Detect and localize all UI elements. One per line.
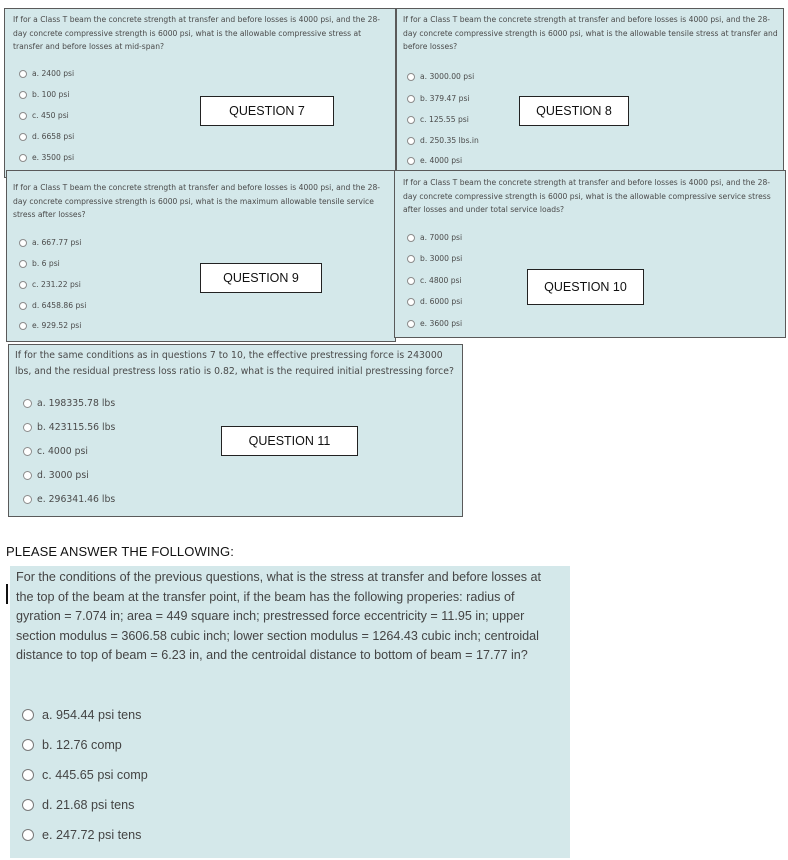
radio-icon[interactable] bbox=[23, 471, 32, 480]
question-7-option-c[interactable]: c. 450 psi bbox=[19, 111, 69, 120]
radio-icon[interactable] bbox=[407, 116, 415, 124]
question-9-option-e[interactable]: e. 929.52 psi bbox=[19, 321, 81, 330]
final-option-e[interactable]: e. 247.72 psi tens bbox=[22, 828, 141, 842]
question-8-option-b[interactable]: b. 379.47 psi bbox=[407, 94, 470, 103]
final-question-panel bbox=[10, 566, 570, 858]
text-cursor bbox=[6, 584, 8, 604]
question-11-text: If for the same conditions as in questions 7 to 10, the effective prestressing force is 243000 lbs, and the residual prestress loss ratio is 0.82, what is the required initial prestressing force? bbox=[15, 350, 454, 377]
radio-icon[interactable] bbox=[407, 277, 415, 285]
radio-icon[interactable] bbox=[22, 739, 34, 751]
radio-icon[interactable] bbox=[22, 709, 34, 721]
question-11-option-d[interactable]: d. 3000 psi bbox=[23, 470, 89, 481]
question-9-option-a[interactable]: a. 667.77 psi bbox=[19, 238, 81, 247]
radio-icon[interactable] bbox=[23, 423, 32, 432]
radio-icon[interactable] bbox=[19, 133, 27, 141]
radio-icon[interactable] bbox=[407, 137, 415, 145]
question-7-option-b[interactable]: b. 100 psi bbox=[19, 90, 69, 99]
question-9-option-b[interactable]: b. 6 psi bbox=[19, 259, 60, 268]
radio-icon[interactable] bbox=[23, 495, 32, 504]
question-8-option-d[interactable]: d. 250.35 lbs.in bbox=[407, 136, 479, 145]
radio-icon[interactable] bbox=[19, 239, 27, 247]
question-8-option-a[interactable]: a. 3000.00 psi bbox=[407, 72, 474, 81]
question-8-text: If for a Class T beam the concrete strength at transfer and before losses is 4000 psi, and the 28-day concrete compressive strength is 6000 psi, what is the allowable tensile stress at transfer and before losses? bbox=[403, 15, 778, 51]
question-9-option-d[interactable]: d. 6458.86 psi bbox=[19, 301, 86, 310]
question-7-option-e[interactable]: e. 3500 psi bbox=[19, 153, 74, 162]
question-9-label: QUESTION 9 bbox=[200, 263, 322, 293]
radio-icon[interactable] bbox=[19, 260, 27, 268]
question-10-option-d[interactable]: d. 6000 psi bbox=[407, 297, 462, 306]
final-question-text: For the conditions of the previous questions, what is the stress at transfer and before losses at the top of the beam at the transfer point, if the beam has the following properies: radius of gyration = 7.074 in; area = 449 square inch; prestressed force eccentricity = 11.95 in; upper section modulus = 3606.58 cubic inch; lower section modulus = 1264.43 cubic inch; centroidal distance to top of beam = 6.23 in, and the centroidal distance to bottom of beam = 17.77 in? bbox=[16, 570, 542, 663]
final-option-d[interactable]: d. 21.68 psi tens bbox=[22, 798, 134, 812]
radio-icon[interactable] bbox=[407, 320, 415, 328]
radio-icon[interactable] bbox=[19, 91, 27, 99]
question-11-label: QUESTION 11 bbox=[221, 426, 358, 456]
radio-icon[interactable] bbox=[19, 112, 27, 120]
radio-icon[interactable] bbox=[407, 73, 415, 81]
question-8-label: QUESTION 8 bbox=[519, 96, 629, 126]
question-9-text: If for a Class T beam the concrete strength at transfer and before losses is 4000 psi, and the 28-day concrete compressive strength is 6000 psi, what is the maximum allowable tensile service stress after losses? bbox=[13, 183, 381, 219]
question-7-panel bbox=[4, 8, 396, 178]
final-option-b[interactable]: b. 12.76 comp bbox=[22, 738, 122, 752]
section-heading: PLEASE ANSWER THE FOLLOWING: bbox=[6, 544, 234, 559]
final-option-c[interactable]: c. 445.65 psi comp bbox=[22, 768, 148, 782]
question-11-option-e[interactable]: e. 296341.46 lbs bbox=[23, 494, 115, 505]
question-10-option-b[interactable]: b. 3000 psi bbox=[407, 254, 462, 263]
radio-icon[interactable] bbox=[19, 70, 27, 78]
question-11-option-b[interactable]: b. 423115.56 lbs bbox=[23, 422, 115, 433]
radio-icon[interactable] bbox=[407, 234, 415, 242]
question-10-text: If for a Class T beam the concrete strength at transfer and before losses is 4000 psi, and the 28-day concrete compressive strength is 6000 psi, what is the allowable compressive service stress after losses and under total service loads? bbox=[403, 178, 771, 214]
question-7-text: If for a Class T beam the concrete strength at transfer and before losses is 4000 psi, and the 28-day concrete compressive strength is 6000 psi, what is the allowable compressive stress at transfer and before losses at mid-span? bbox=[13, 15, 381, 51]
question-8-panel bbox=[396, 8, 784, 172]
radio-icon[interactable] bbox=[19, 322, 27, 330]
radio-icon[interactable] bbox=[407, 95, 415, 103]
question-9-panel bbox=[6, 170, 396, 342]
radio-icon[interactable] bbox=[22, 799, 34, 811]
question-10-option-a[interactable]: a. 7000 psi bbox=[407, 233, 462, 242]
question-10-label: QUESTION 10 bbox=[527, 269, 644, 305]
radio-icon[interactable] bbox=[23, 447, 32, 456]
radio-icon[interactable] bbox=[407, 298, 415, 306]
question-11-option-a[interactable]: a. 198335.78 lbs bbox=[23, 398, 115, 409]
radio-icon[interactable] bbox=[407, 157, 415, 165]
radio-icon[interactable] bbox=[22, 769, 34, 781]
question-8-option-c[interactable]: c. 125.55 psi bbox=[407, 115, 469, 124]
question-8-option-e[interactable]: e. 4000 psi bbox=[407, 156, 462, 165]
question-10-panel bbox=[394, 170, 786, 338]
radio-icon[interactable] bbox=[19, 302, 27, 310]
question-9-option-c[interactable]: c. 231.22 psi bbox=[19, 280, 81, 289]
question-7-label: QUESTION 7 bbox=[200, 96, 334, 126]
question-7-option-a[interactable]: a. 2400 psi bbox=[19, 69, 74, 78]
question-7-option-d[interactable]: d. 6658 psi bbox=[19, 132, 74, 141]
radio-icon[interactable] bbox=[407, 255, 415, 263]
radio-icon[interactable] bbox=[19, 154, 27, 162]
radio-icon[interactable] bbox=[22, 829, 34, 841]
question-10-option-e[interactable]: e. 3600 psi bbox=[407, 319, 462, 328]
question-10-option-c[interactable]: c. 4800 psi bbox=[407, 276, 462, 285]
question-11-option-c[interactable]: c. 4000 psi bbox=[23, 446, 88, 457]
radio-icon[interactable] bbox=[23, 399, 32, 408]
final-option-a[interactable]: a. 954.44 psi tens bbox=[22, 708, 141, 722]
radio-icon[interactable] bbox=[19, 281, 27, 289]
